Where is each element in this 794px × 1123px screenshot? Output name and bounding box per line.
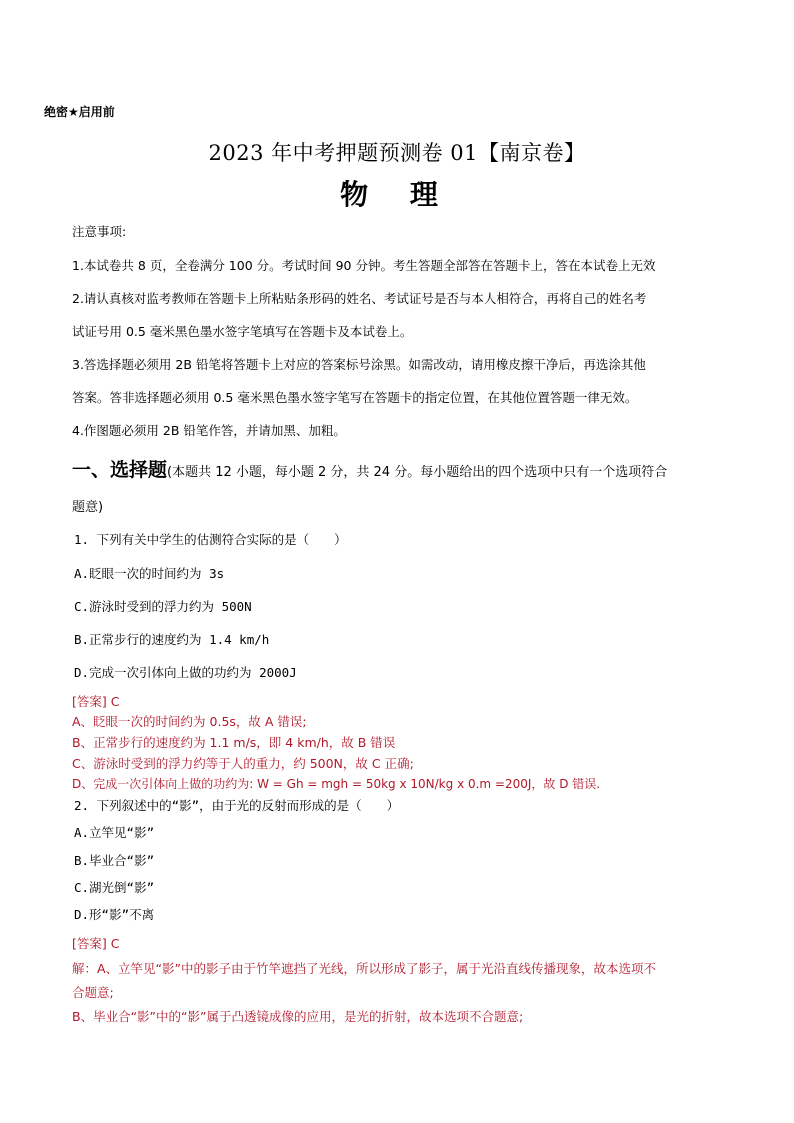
notice-line-2: 2.请认真核对监考教师在答题卡上所粘贴条形码的姓名、考试证号是否与本人相符合，再将自己的姓名考: [72, 291, 647, 306]
section-description-cont: 题意): [72, 500, 104, 515]
question-2-option-d: D.形“影”不离: [74, 907, 155, 922]
section-heading-row: [72, 455, 667, 482]
section-heading: 一、选择题: [72, 459, 168, 481]
question-1-option-d: D.完成一次引体向上做的功约为 2000J: [74, 665, 297, 680]
question-1-stem: 1. 下列有关中学生的估测符合实际的是（ ）: [74, 532, 347, 547]
question-1-answer: [答案] C: [72, 694, 120, 709]
question-2-option-b: B.毕业合“影”: [74, 853, 155, 868]
question-2-option-c: C.湖光倒“影”: [74, 880, 155, 895]
question-2-explanation-3: B、毕业合“影”中的“影”属于凸透镜成像的应用，是光的折射，故本选项不合题意;: [72, 1009, 524, 1024]
question-1-explanation-a: A、眨眼一次的时间约为 0.5s，故 A 错误;: [72, 714, 307, 729]
notice-line-3: 试证号用 0.5 毫米黑色墨水签字笔填写在答题卡及本试卷上。: [72, 324, 413, 339]
notice-line-6: 4.作图题必须用 2B 铅笔作答，并请加黑、加粗。: [72, 423, 346, 438]
question-2-explanation-1: 解：A、立竿见“影”中的影子由于竹竿遮挡了光线，所以形成了影子，属于光沿直线传播现象，故本选项不: [72, 961, 657, 976]
subject-title: 物 理: [340, 178, 454, 211]
confidential-label: 绝密★启用前: [44, 105, 115, 119]
section-description: (本题共 12 小题，每小题 2 分，共 24 分。每小题给出的四个选项中只有一个选项符合: [167, 465, 668, 480]
question-1-explanation-d: D、完成一次引体向上做的功约为: W = Gh = mgh = 50kg x 10N/kg x 0.m =200J，故 D 错误.: [72, 777, 601, 791]
question-2-stem: 2. 下列叙述中的“影”，由于光的反射而形成的是（ ）: [74, 798, 400, 813]
notice-line-4: 3.答选择题必须用 2B 铅笔将答题卡上对应的答案标号涂黑。如需改动，请用橡皮擦干净后，再选涂其他: [72, 357, 646, 372]
question-1-option-c: C.游泳时受到的浮力约为 500N: [74, 599, 252, 614]
question-1-option-a: A.眨眼一次的时间约为 3s: [74, 566, 225, 581]
notice-line-5: 答案。答非选择题必须用 0.5 毫米黑色墨水签字笔写在答题卡的指定位置，在其他位置答题一律无效。: [72, 390, 638, 405]
question-1-option-b: B.正常步行的速度约为 1.4 km/h: [74, 632, 270, 647]
question-2-explanation-2: 合题意;: [72, 985, 114, 1000]
exam-title: 2023 年中考押题预测卷 01【南京卷】: [208, 141, 586, 165]
question-1-explanation-b: B、正常步行的速度约为 1.1 m/s，即 4 km/h，故 B 错误: [72, 735, 396, 750]
question-1-explanation-c: C、游泳时受到的浮力约等于人的重力，约 500N，故 C 正确;: [72, 756, 414, 771]
notice-line-1: 1.本试卷共 8 页，全卷满分 100 分。考试时间 90 分钟。考生答题全部答在答题卡上，答在本试卷上无效: [72, 258, 656, 273]
notice-heading: 注意事项:: [72, 224, 127, 239]
question-2-answer: [答案] C: [72, 936, 120, 951]
question-2-option-a: A.立竿见“影”: [74, 825, 155, 840]
